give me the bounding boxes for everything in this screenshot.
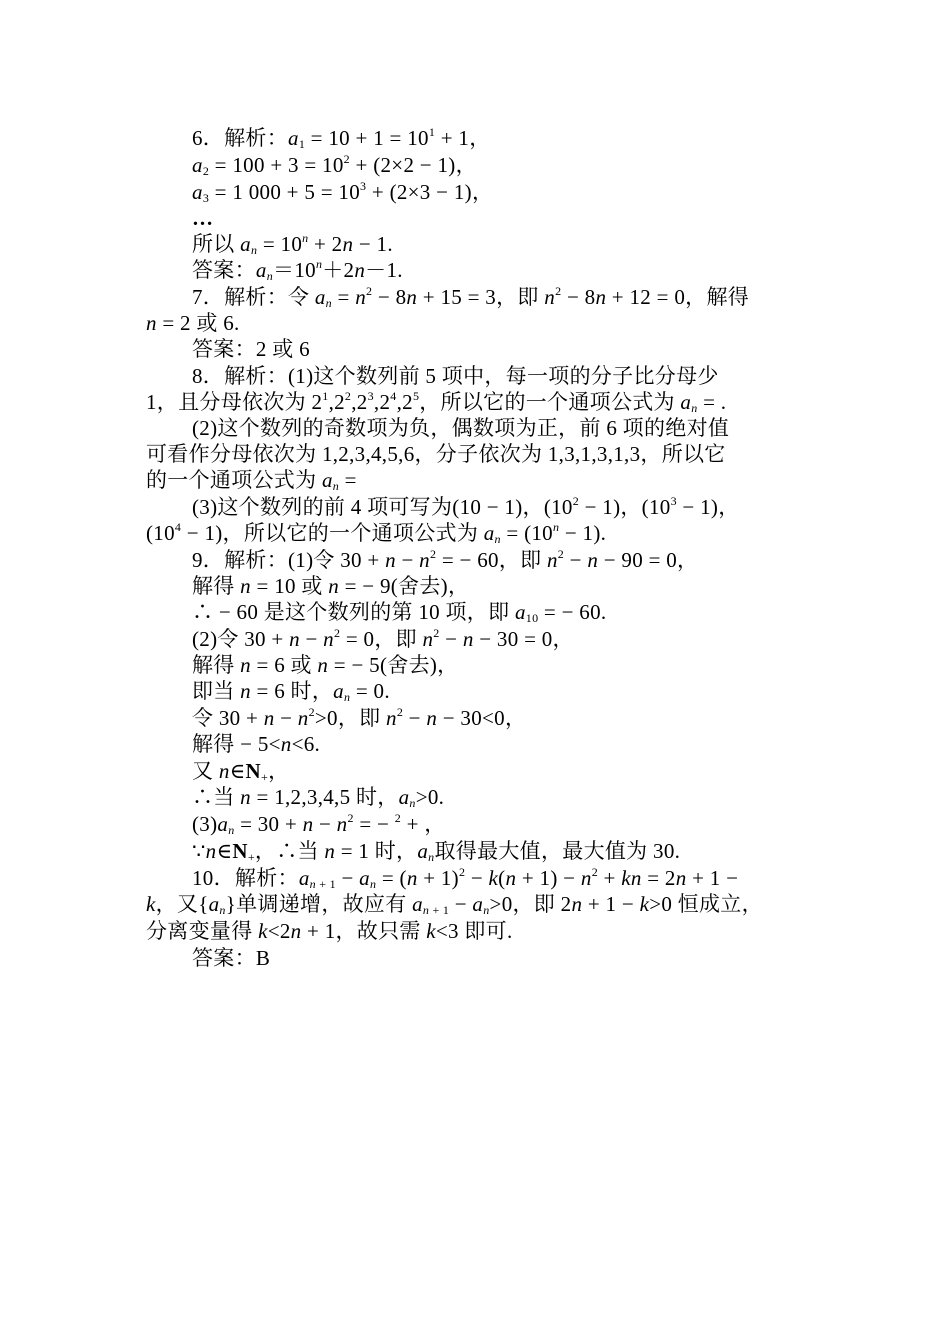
line-9-3: ∴ − 60 是这个数列的第 10 项，即 $a_{10}$ = − 60. <box>192 600 607 625</box>
line-8-1: 8．解析：(1)这个数列前 5 项中，每一项的分子比分母少 <box>192 364 719 388</box>
line-9-7: 令 $30 + n - n^2>0$，即 $n^2 - n - 30<0$， <box>192 705 527 730</box>
answer-10-value: B <box>255 946 271 970</box>
item-10-label: 10．解析： <box>192 866 299 890</box>
line-10-answer: 答案：B <box>192 946 271 970</box>
line-9-11: $(3)a_n = 30 + n - n^2$ = − $^2$ + ， <box>192 811 446 837</box>
line-9-10: ∴当 n = 1,2,3,4,5 时，$a_n>0$. <box>192 785 445 810</box>
line-8-7: $(10^4 - 1)$，所以它的一个通项公式为 $a_n = (10^n - 1)$. <box>146 520 607 546</box>
line-6-1: 6．解析：$a_1 = 10 + 1 = 10^1 + 1$， <box>192 125 491 151</box>
line-6-2: $a_2 = 100 + 3 = 10^2 + (2\times 2 - 1)$， <box>192 152 477 178</box>
line-8-3: (2)这个数列的奇数项为负，偶数项为正，前 6 项的绝对值 <box>192 416 730 440</box>
item-7-label: 7．解析： <box>192 285 288 309</box>
line-9-1: 9．解析：(1)令 $30 + n - n^2$ = − 60，即 $n^2 - n - 90 = 0$， <box>192 547 699 572</box>
line-10-2: k，又$\{a_n\}$单调递增，故应有 $a_{n + 1} - a_n>0$，即 2n + 1 − k>0 恒成立， <box>146 892 763 917</box>
line-6-3: $a_3 = 1$ $000 + 5 = 10^3 + (2\times 3 - 1)$， <box>192 179 494 205</box>
line-9-8: 解得 − 5<n<6. <box>192 732 321 756</box>
line-6-4: 所以 $a_n = 10^n + 2n - 1$. <box>192 231 393 257</box>
line-6-answer: 答案：$a_n=10^n+2n-1$. <box>192 257 403 283</box>
line-8-4: 可看作分母依次为 1,2,3,4,5,6，分子依次为 1,3,1,3,1,3，所以它 <box>146 442 726 466</box>
line-9-12: $\because n\in N_+$，∴当 n = 1 时，$a_n$取得最大值，最大值为 30. <box>192 839 681 864</box>
line-10-3: 分离变量得 k<2n + 1，故只需 k<3 即可. <box>146 919 513 943</box>
item-8-label: 8．解析： <box>192 364 288 388</box>
line-9-9: 又 $n\in N_+$， <box>192 759 290 784</box>
line-9-4: (2)令 $30 + n - n^2 = 0$，即 $n^2 - n - 30 = 0$， <box>192 626 574 651</box>
answer-label: 答案： <box>192 258 256 282</box>
line-7-1: 7．解析：令 $a_n = n^2 - 8n + 15 = 3$，即 $n^2 - 8n + 12 = 0$，解得 <box>192 284 750 310</box>
item-9-label: 9．解析： <box>192 548 288 572</box>
line-10-1: 10．解析：$a_{n + 1} - a_n = (n + 1)^2 - k(n + 1) - n^2$ + kn = 2n + 1 − <box>192 865 739 891</box>
item-6-label: 6．解析： <box>192 126 288 150</box>
line-9-2: 解得 n = 10 或 n = − 9(舍去)， <box>192 574 470 598</box>
answer-7-value: 2 或 6 <box>255 337 310 361</box>
line-9-5: 解得 n = 6 或 n = − 5(舍去)， <box>192 653 459 677</box>
line-7-2: n = 2 或 6. <box>146 311 240 335</box>
line-9-6: 即当 n = 6 时，$a_n = 0$. <box>192 679 390 704</box>
line-8-5: 的一个通项公式为 $a_n$ = <box>146 468 357 493</box>
line-8-6: (3)这个数列的前 4 项可写为(10 − 1)，$(10^2 - 1)$，$(10^3 - 1)$， <box>192 494 740 519</box>
line-7-answer: 答案：2 或 6 <box>192 337 310 361</box>
line-6-ellipsis: … <box>192 206 214 230</box>
line-8-2: 1，且分母依次为 $2^1,2^2,2^3,2^4,2^5$，所以它的一个通项公式为 $a_n$ = . <box>146 389 727 415</box>
